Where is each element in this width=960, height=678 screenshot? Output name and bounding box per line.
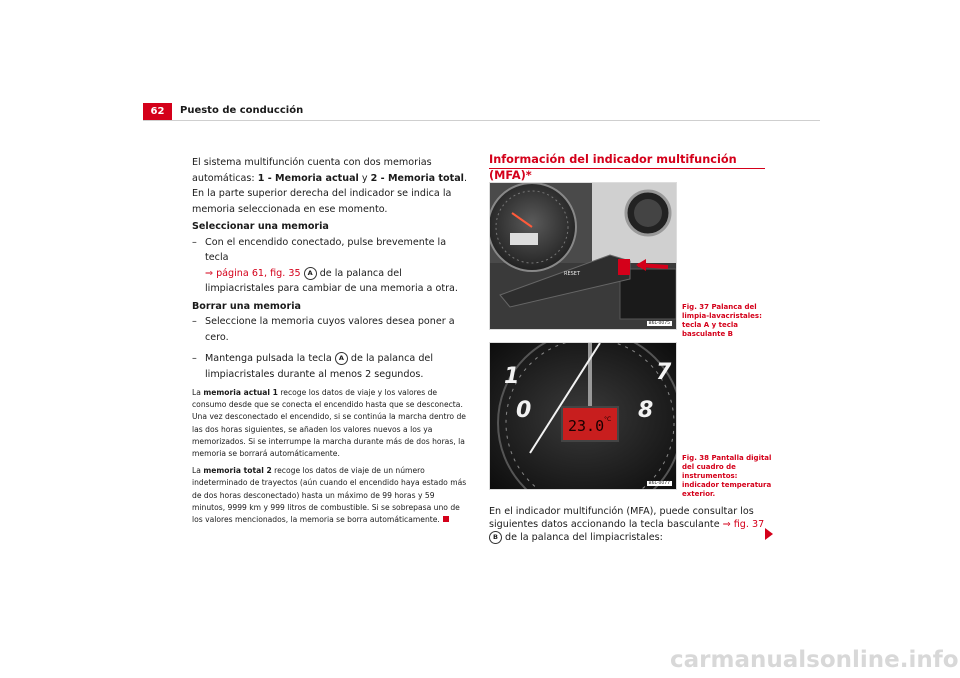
delete-memory-heading: Borrar una memoria	[192, 300, 301, 312]
key-a-symbol: A	[304, 267, 317, 280]
figure-37-caption: Fig. 37 Palanca del limpia-lavacristales: tecla A y tecla basculante B	[682, 303, 762, 338]
gauge-number: 1	[504, 364, 520, 389]
watermark: carmanualsonline.info	[670, 647, 959, 673]
end-of-section-mark	[443, 516, 449, 522]
temperature-unit: °C	[604, 416, 612, 423]
fig-37-link[interactable]: ⇒ fig. 37	[722, 519, 765, 530]
gauge-number: 0	[516, 398, 532, 423]
mfa-intro-paragraph: En el indicador multifunción (MFA), puede consultar los siguientes datos accionando la tecla basculante ⇒ fig. 37 B de la palanca del limpiacristales:	[489, 506, 765, 543]
figure-code: B6L-0075	[648, 321, 670, 326]
header-divider	[143, 120, 820, 121]
figure-38-display	[489, 342, 677, 490]
figure-37-wiper-lever	[489, 182, 677, 330]
page-61-link[interactable]: ⇒ página 61, fig. 35	[205, 267, 301, 279]
page-header-title: Puesto de conducción	[180, 105, 304, 116]
note-memory-total: La memoria total 2 recoge los datos de viaje de un número indeterminado de trayectos (aún cuando el encendido haya estado más de dos horas desconectado) hasta un máximo de 99 horas y 59 minutos, 9999 km y 999 litros de combustible. Si se sobrepasa uno de los valores mencionados, la memoria se borra automáticamente.	[192, 466, 467, 525]
section-title-mfa: Información del indicador multifunción (MFA)*	[489, 153, 737, 182]
select-memory-step: – Con el encendido conectado, pulse brevemente la tecla ⇒ página 61, fig. 35 A de la palanca del limpiacristales para cambiar de una memoria a otra.	[192, 236, 458, 294]
select-memory-heading: Seleccionar una memoria	[192, 221, 329, 232]
delete-memory-step-2: – Mantenga pulsada la tecla A de la palanca del limpiacristales durante al menos 2 segundos.	[192, 353, 433, 380]
continue-arrow-icon	[765, 528, 773, 540]
key-a-symbol: A	[335, 352, 348, 365]
reset-label: RESET	[564, 271, 581, 277]
temperature-value: 23.0	[568, 417, 605, 435]
intro-paragraph: El sistema multifunción cuenta con dos memorias automáticas: 1 - Memoria actual y 2 - Memoria total. En la parte superior derecha del indicador se indica la memoria seleccionada en ese momento.	[192, 157, 468, 215]
key-b-symbol: B	[489, 531, 502, 544]
section-divider	[489, 168, 765, 169]
note-memory-actual: La memoria actual 1 recoge los datos de viaje y los valores de consumo desde que se conecta el encendido hasta que se desconecta. Una vez desconectado el encendido, si se continúa la marcha dentro de las dos horas siguientes, se añaden los valores nuevos a los ya memorizados. Si se interrumpe la marcha durante más de dos horas, la memoria se borrará automáticamente.	[192, 388, 466, 459]
figure-38-caption: Fig. 38 Pantalla digital del cuadro de instrumentos: indicador temperatura exterior.	[682, 454, 772, 498]
gauge-number: 7	[656, 360, 672, 385]
left-column	[192, 155, 468, 526]
page-number: 62	[143, 103, 172, 120]
delete-memory-step-1: – Seleccione la memoria cuyos valores desea poner a cero.	[192, 316, 455, 343]
instrument-cluster-illustration	[490, 343, 676, 489]
figure-code: B6L-0077	[648, 481, 670, 486]
wiper-lever-illustration	[490, 183, 676, 329]
gauge-number: 8	[638, 398, 654, 423]
